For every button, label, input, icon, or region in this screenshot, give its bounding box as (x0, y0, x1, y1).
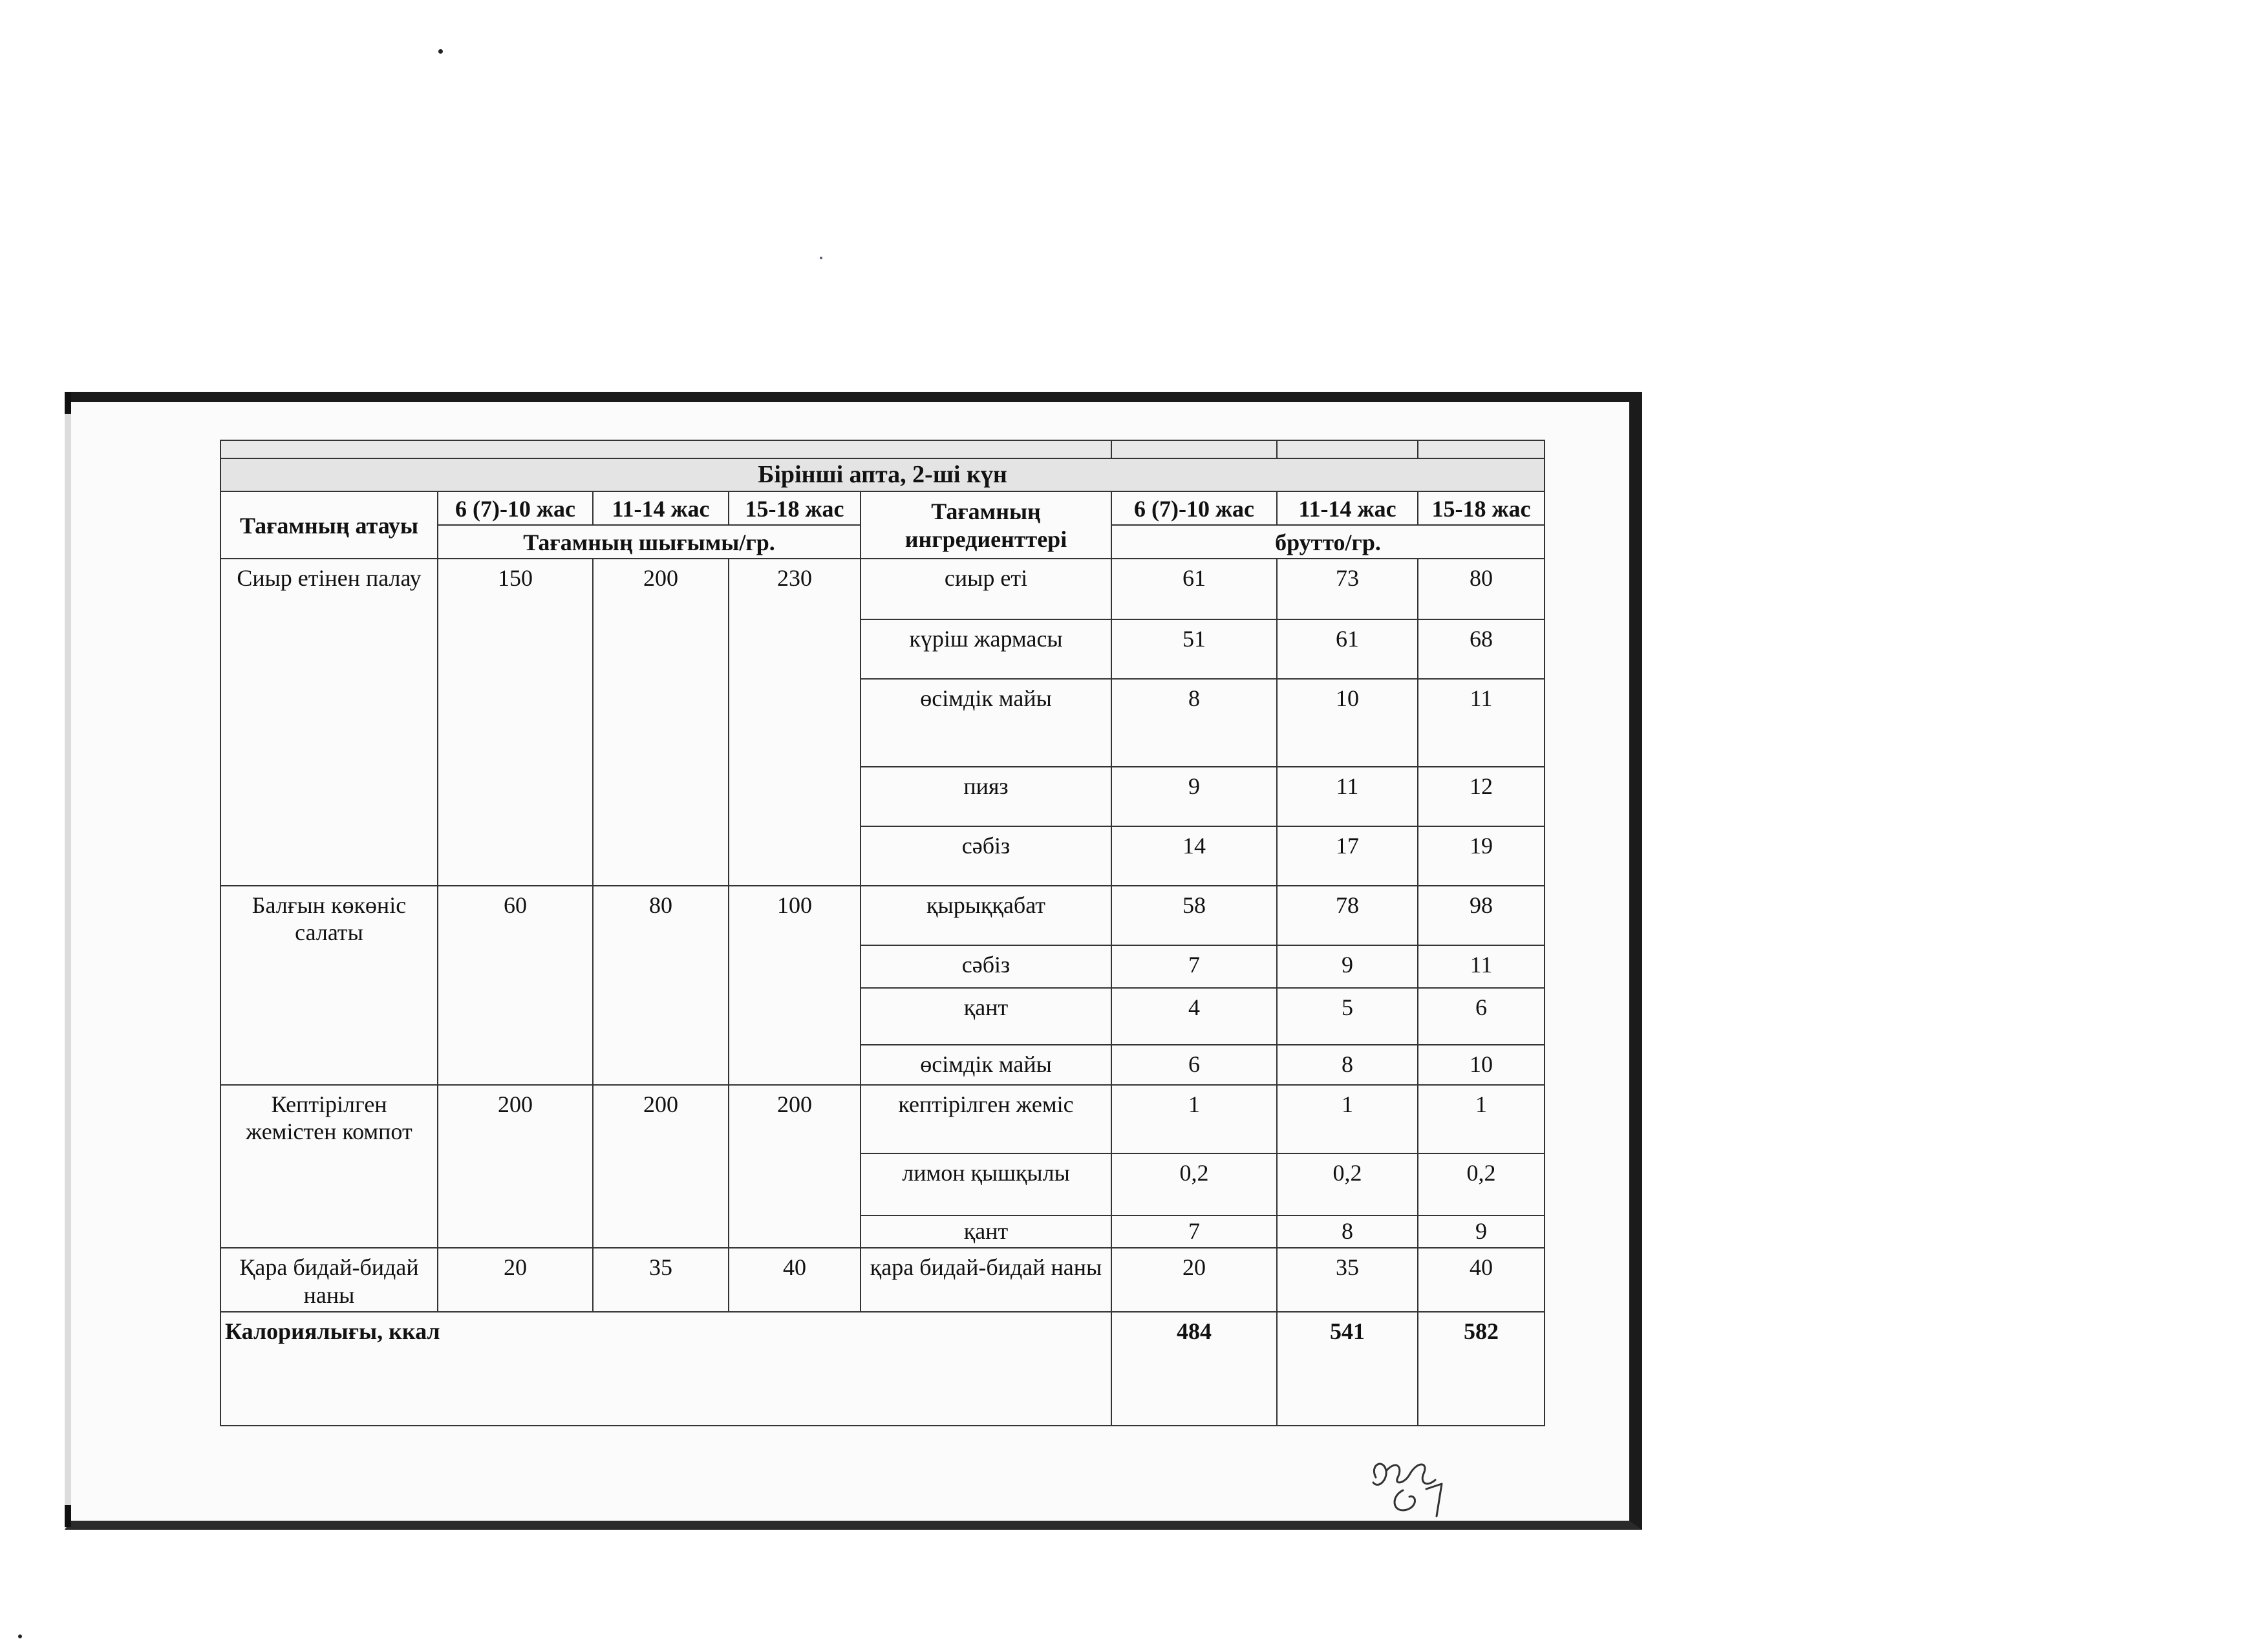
ingredient-value: 6 (1111, 1045, 1277, 1085)
dish-yield: 150 (438, 559, 593, 886)
ingredient-value: 40 (1418, 1248, 1545, 1312)
calories-value: 582 (1418, 1312, 1545, 1426)
ingredient-value: 17 (1277, 826, 1418, 886)
ingredient-name: сиыр еті (861, 559, 1111, 619)
menu-table (220, 440, 1545, 1426)
ingredient-value: 12 (1418, 767, 1545, 826)
ingredient-name: лимон қышқылы (861, 1153, 1111, 1216)
title-row (220, 458, 1545, 491)
dish-yield: 40 (729, 1248, 861, 1312)
calories-value: 541 (1277, 1312, 1418, 1426)
top-band-row (220, 440, 1545, 458)
ingredient-value: 20 (1111, 1248, 1277, 1312)
frame-mark (65, 392, 71, 414)
dish-yield: 20 (438, 1248, 593, 1312)
table-row (220, 559, 1545, 619)
scan-speck (820, 257, 822, 259)
calories-label: Калориялығы, ккал (220, 1312, 1111, 1426)
dish-name: Сиыр етінен палау (220, 559, 438, 886)
ingredient-value: 8 (1277, 1045, 1418, 1085)
ingredient-value: 6 (1418, 988, 1545, 1045)
ingredient-value: 11 (1418, 945, 1545, 988)
header-age-right-1: 6 (7)-10 жас (1111, 491, 1277, 525)
ingredient-name: қара бидай-бидай наны (861, 1248, 1111, 1312)
header-age-left-3: 15-18 жас (729, 491, 861, 525)
ingredient-name: пияз (861, 767, 1111, 826)
table-row (220, 1085, 1545, 1153)
table-title: Бірінші апта, 2-ші күн (220, 458, 1545, 491)
header-ingredients: Тағамның ингредиенттері (861, 491, 1111, 559)
ingredient-value: 0,2 (1277, 1153, 1418, 1216)
table-row (220, 886, 1545, 945)
ingredient-value: 0,2 (1418, 1153, 1545, 1216)
dish-name: Қара бидай-бидай наны (220, 1248, 438, 1312)
ingredient-name: күріш жармасы (861, 619, 1111, 679)
ingredient-value: 1 (1111, 1085, 1277, 1153)
ingredient-value: 11 (1418, 679, 1545, 767)
calories-value: 484 (1111, 1312, 1277, 1426)
ingredient-value: 10 (1277, 679, 1418, 767)
ingredient-name: сәбіз (861, 945, 1111, 988)
ingredient-value: 73 (1277, 559, 1418, 619)
ingredient-value: 78 (1277, 886, 1418, 945)
ingredient-value: 10 (1418, 1045, 1545, 1085)
ingredient-value: 19 (1418, 826, 1545, 886)
ingredient-value: 9 (1111, 767, 1277, 826)
ingredient-value: 8 (1277, 1216, 1418, 1248)
ingredient-value: 11 (1277, 767, 1418, 826)
ingredient-name: қырыққабат (861, 886, 1111, 945)
dish-yield: 80 (593, 886, 729, 1085)
ingredient-value: 7 (1111, 945, 1277, 988)
dish-yield: 200 (729, 1085, 861, 1248)
ingredient-name: қант (861, 1216, 1111, 1248)
ingredient-name: сәбіз (861, 826, 1111, 886)
header-age-right-2: 11-14 жас (1277, 491, 1418, 525)
ingredient-value: 9 (1418, 1216, 1545, 1248)
ingredient-value: 1 (1277, 1085, 1418, 1153)
ingredient-value: 7 (1111, 1216, 1277, 1248)
header-age-left-1: 6 (7)-10 жас (438, 491, 593, 525)
dish-yield: 60 (438, 886, 593, 1085)
ingredient-value: 68 (1418, 619, 1545, 679)
ingredient-name: өсімдік майы (861, 1045, 1111, 1085)
ingredient-value: 4 (1111, 988, 1277, 1045)
ingredient-name: кептірілген жеміс (861, 1085, 1111, 1153)
dish-yield: 35 (593, 1248, 729, 1312)
ingredient-value: 5 (1277, 988, 1418, 1045)
table-row (220, 1248, 1545, 1312)
scan-speck (18, 1634, 22, 1638)
handwritten-signature (1364, 1452, 1461, 1523)
dish-yield: 200 (593, 1085, 729, 1248)
calories-row (220, 1312, 1545, 1426)
scan-speck (438, 49, 443, 54)
ingredient-value: 0,2 (1111, 1153, 1277, 1216)
ingredient-value: 9 (1277, 945, 1418, 988)
ingredient-value: 61 (1111, 559, 1277, 619)
ingredient-value: 35 (1277, 1248, 1418, 1312)
header-row (220, 491, 1545, 525)
ingredient-value: 61 (1277, 619, 1418, 679)
ingredient-value: 80 (1418, 559, 1545, 619)
ingredient-value: 51 (1111, 619, 1277, 679)
ingredient-value: 98 (1418, 886, 1545, 945)
dish-yield: 230 (729, 559, 861, 886)
dish-yield: 200 (438, 1085, 593, 1248)
header-gross-unit: брутто/гр. (1111, 525, 1545, 559)
header-dish-name: Тағамның атауы (220, 491, 438, 559)
dish-name: Кептірілген жемістен компот (220, 1085, 438, 1248)
ingredient-value: 58 (1111, 886, 1277, 945)
frame-mark (65, 1505, 71, 1527)
ingredient-name: өсімдік майы (861, 679, 1111, 767)
header-age-right-3: 15-18 жас (1418, 491, 1545, 525)
header-yield-unit: Тағамның шығымы/гр. (438, 525, 861, 559)
dish-name: Балғын көкөніс салаты (220, 886, 438, 1085)
ingredient-name: қант (861, 988, 1111, 1045)
dish-yield: 200 (593, 559, 729, 886)
ingredient-value: 1 (1418, 1085, 1545, 1153)
ingredient-value: 8 (1111, 679, 1277, 767)
ingredient-value: 14 (1111, 826, 1277, 886)
dish-yield: 100 (729, 886, 861, 1085)
header-age-left-2: 11-14 жас (593, 491, 729, 525)
